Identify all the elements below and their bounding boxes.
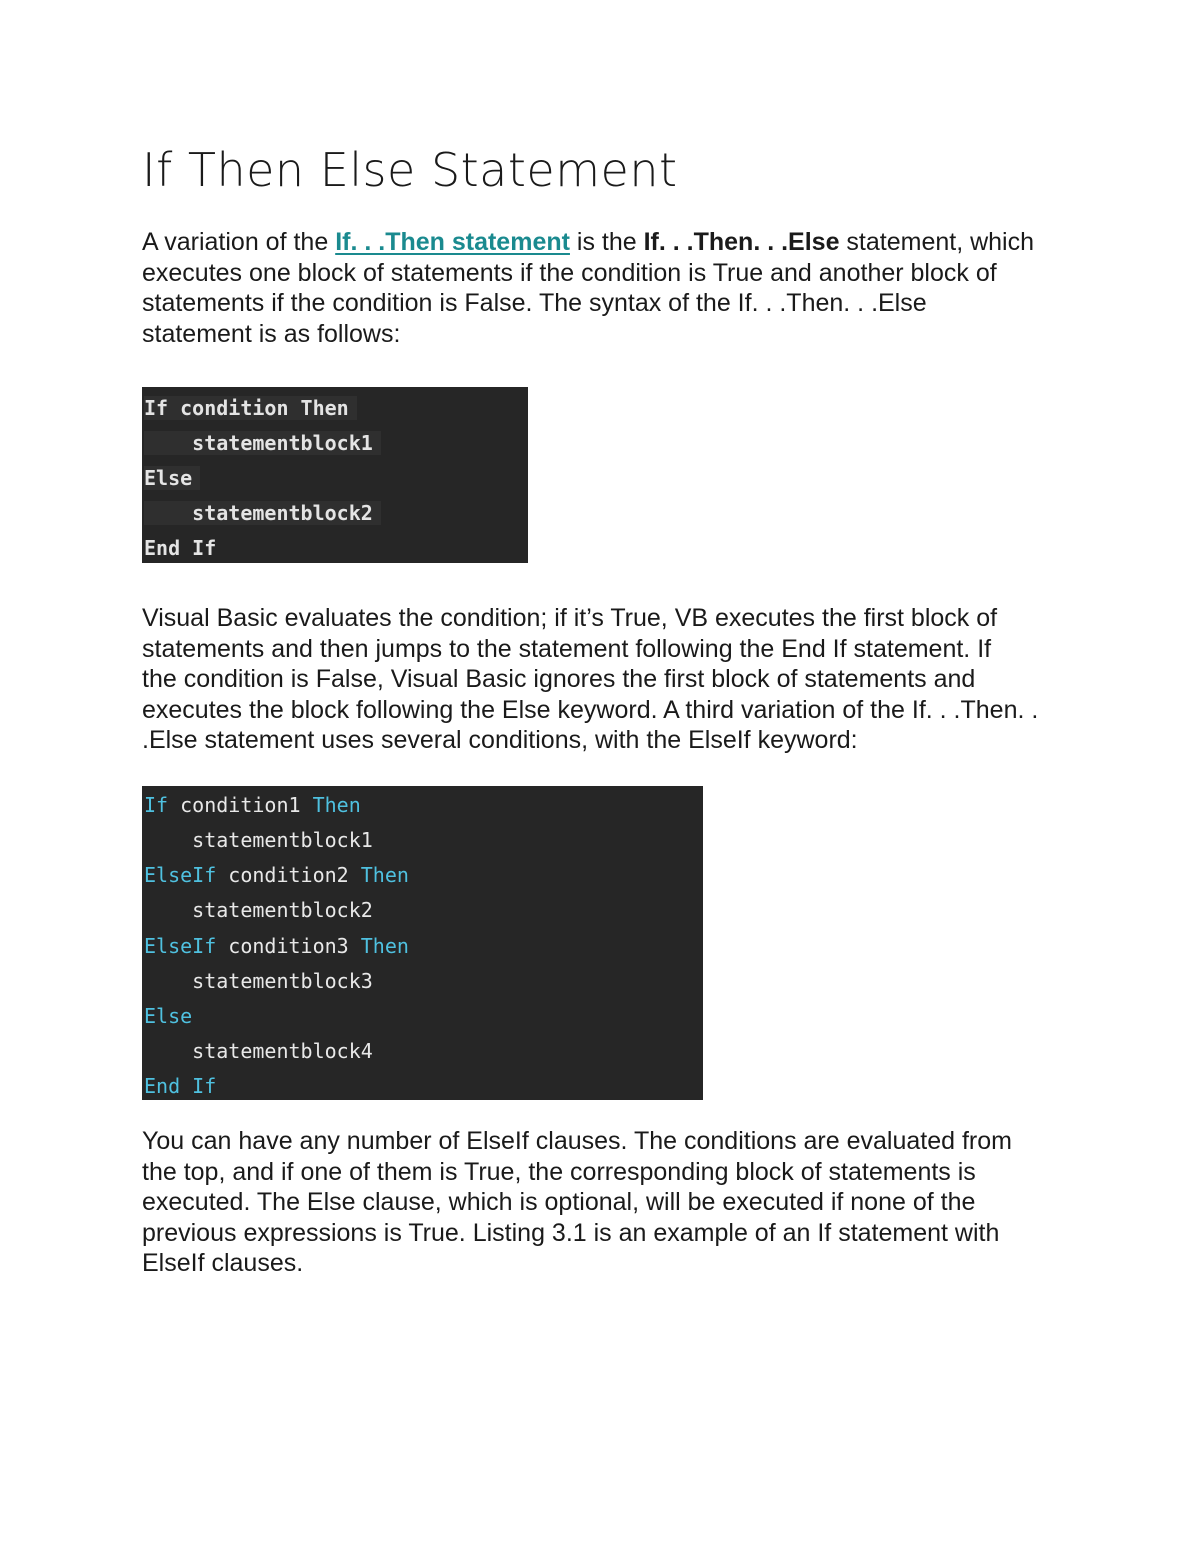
intro-line-4: statement is as follows: — [142, 319, 401, 348]
code-line: End If — [144, 1074, 217, 1098]
code-line: ElseIf condition2 Then — [144, 863, 409, 887]
code-line: Else — [144, 1004, 193, 1028]
closing-line-5: ElseIf clauses. — [142, 1249, 304, 1278]
page-title: If Then Else Statement — [142, 143, 678, 197]
elseif-code-block — [142, 786, 703, 1100]
intro-text: statement, which — [839, 228, 1035, 256]
code-line: statementblock1 — [144, 828, 373, 852]
intro-text: is the — [569, 228, 644, 256]
syntax-code-block — [142, 387, 528, 563]
intro-line-2: executes one block of statements if the condition is True and another block of — [142, 258, 997, 287]
code-line: statementblock4 — [144, 1039, 373, 1063]
closing-line-3: executed. The Else clause, which is optional, will be executed if none of the — [142, 1188, 976, 1217]
explanation-line-1: Visual Basic evaluates the condition; if it’s True, VB executes the first block of — [142, 604, 998, 632]
code-line: statementblock3 — [144, 969, 373, 993]
intro-line-1 — [142, 227, 1072, 258]
if-then-statement-link[interactable]: If. . .Then statement — [335, 228, 570, 256]
explanation-line-5: .Else statement uses several conditions, with the ElseIf keyword: — [142, 726, 858, 755]
code-line: statementblock1 — [144, 429, 381, 457]
explanation-paragraph — [142, 603, 1072, 756]
code-line: Else — [144, 464, 200, 492]
code-line: If condition1 Then — [144, 793, 361, 817]
intro-line-3: statements if the condition is False. The syntax of the If. . .Then. . .Else — [142, 289, 927, 318]
explanation-line-4: executes the block following the Else keyword. A third variation of the If. . .Then. . — [142, 695, 1039, 724]
closing-paragraph — [142, 1126, 1072, 1279]
explanation-line-3: the condition is False, Visual Basic ignores the first block of statements and — [142, 665, 976, 694]
code-line: End If — [144, 536, 217, 560]
code-line: ElseIf condition3 Then — [144, 934, 409, 958]
closing-line-1: You can have any number of ElseIf clauses. The conditions are evaluated from — [142, 1127, 1012, 1155]
intro-paragraph — [142, 227, 1072, 349]
intro-text: A variation of the — [142, 228, 336, 256]
if-then-else-bold: If. . .Then. . .Else — [643, 228, 840, 256]
explanation-line-2: statements and then jumps to the statement following the End If statement. If — [142, 634, 992, 663]
closing-line-4: previous expressions is True. Listing 3.1 is an example of an If statement with — [142, 1218, 1000, 1247]
code-line: statementblock2 — [144, 499, 381, 527]
closing-line-2: the top, and if one of them is True, the corresponding block of statements is — [142, 1157, 976, 1186]
code-line: If condition Then — [144, 394, 357, 422]
code-line: statementblock2 — [144, 898, 373, 922]
